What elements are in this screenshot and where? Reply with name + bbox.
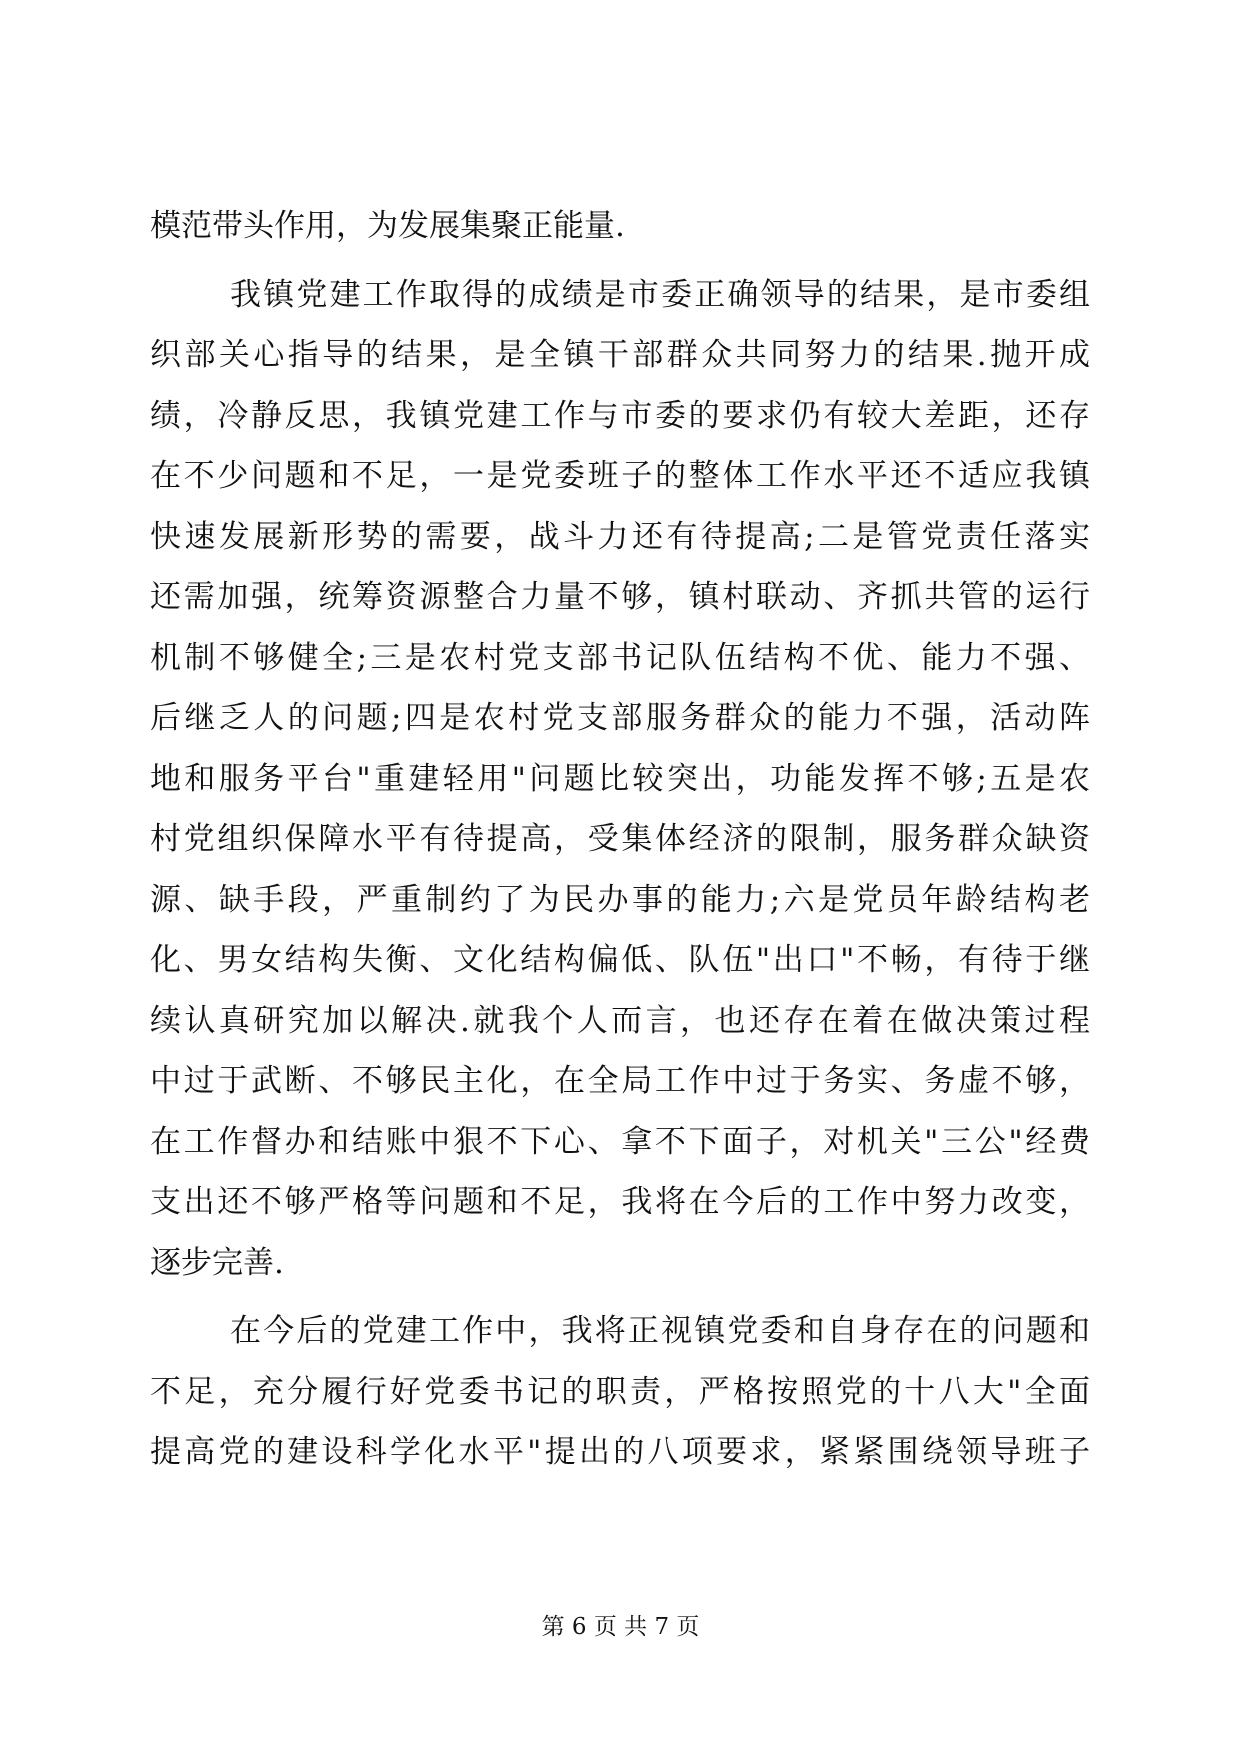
text-line: 机制不够健全;三是农村党支部书记队伍结构不优、能力不强、	[150, 639, 1090, 676]
text-line: 绩，冷静反思，我镇党建工作与市委的要求仍有较大差距，还存	[150, 397, 1090, 434]
text-line: 我镇党建工作取得的成绩是市委正确领导的结果，是市委组	[230, 276, 1090, 313]
text-line: 源、缺手段，严重制约了为民办事的能力;六是党员年龄结构老	[150, 881, 1090, 918]
text-line: 在不少问题和不足，一是党委班子的整体工作水平还不适应我镇	[150, 458, 1090, 494]
text-line: 在今后的党建工作中，我将正视镇党委和自身存在的问题和	[230, 1313, 1090, 1349]
paragraph-gap	[150, 257, 1090, 265]
text-line: 织部关心指导的结果，是全镇干部群众共同努力的结果.抛开成	[150, 337, 1090, 373]
text-line: 中过于武断、不够民主化，在全局工作中过于务实、务虚不够，	[150, 1063, 1090, 1099]
text-line: 不足，充分履行好党委书记的职责，严格按照党的十八大"全面	[150, 1373, 1090, 1410]
text-line: 提高党的建设科学化水平"提出的八项要求，紧紧围绕领导班子	[150, 1434, 1090, 1470]
text-line: 地和服务平台"重建轻用"问题比较突出，功能发挥不够;五是农	[150, 760, 1090, 797]
paragraph-gap	[150, 1293, 1090, 1301]
document-body	[150, 196, 1090, 1483]
text-line: 支出还不够严格等问题和不足，我将在今后的工作中努力改变，	[150, 1184, 1090, 1220]
text-line: 模范带头作用，为发展集聚正能量.	[150, 208, 625, 244]
text-line: 逐步完善.	[150, 1244, 284, 1281]
text-line: 后继乏人的问题;四是农村党支部服务群众的能力不强，活动阵	[150, 700, 1090, 736]
text-line: 村党组织保障水平有待提高，受集体经济的限制，服务群众缺资	[150, 821, 1090, 857]
page-number-footer: 第 6 页 共 7 页	[541, 1614, 700, 1640]
text-line: 在工作督办和结账中狠不下心、拿不下面子，对机关"三公"经费	[150, 1123, 1090, 1160]
text-line: 还需加强，统筹资源整合力量不够，镇村联动、齐抓共管的运行	[150, 579, 1090, 615]
text-line: 快速发展新形势的需要，战斗力还有待提高;二是管党责任落实	[150, 518, 1090, 555]
text-line: 续认真研究加以解决.就我个人而言，也还存在着在做决策过程	[150, 1002, 1090, 1039]
text-line: 化、男女结构失衡、文化结构偏低、队伍"出口"不畅，有待于继	[150, 942, 1090, 978]
